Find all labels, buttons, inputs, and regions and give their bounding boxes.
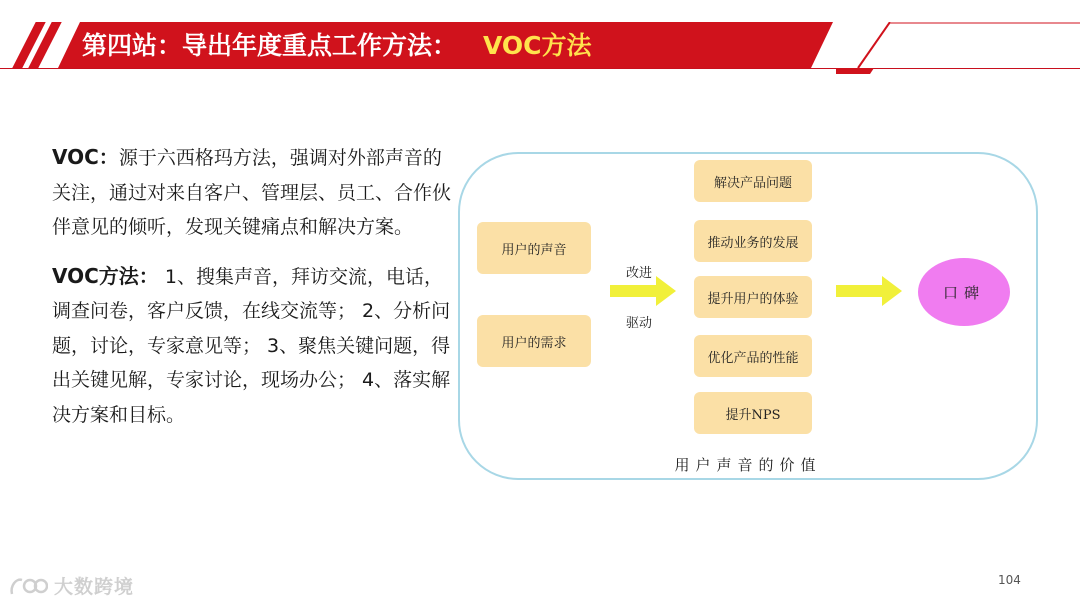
right-arrow-icon bbox=[610, 276, 676, 306]
input-box bbox=[477, 222, 591, 274]
watermark-logo-icon bbox=[8, 574, 48, 598]
voc-term: VOC： bbox=[52, 145, 119, 169]
diagram-caption: 用户声音的价值 bbox=[674, 456, 822, 474]
page-title-accent: VOC方法 bbox=[483, 31, 592, 60]
voc-description bbox=[52, 140, 452, 446]
word-of-mouth-circle bbox=[918, 258, 1010, 326]
value-box bbox=[694, 160, 812, 202]
voc-definition bbox=[52, 140, 452, 245]
value-box-label: 提升NPS bbox=[725, 407, 781, 423]
watermark-text: 大数跨境 bbox=[54, 576, 135, 598]
word-of-mouth-label: 口碑 bbox=[942, 283, 985, 302]
header-right-decoration bbox=[836, 22, 1080, 74]
value-box bbox=[694, 276, 812, 318]
page-title-main: 第四站：导出年度重点工作方法： bbox=[82, 31, 458, 60]
voc-method-text: 1、搜集声音，拜访交流，电话，调查问卷，客户反馈，在线交流等； 2、分析问题，讨论，专家意见等； 3、聚焦关键问题，得出关键见解，专家讨论，现场办公； 4、落实解决方案和目标。 bbox=[52, 265, 451, 426]
voc-definition-text: 源于六西格玛方法，强调对外部声音的关注，通过对来自客户、管理层、员工、合作伙伴意见的倾听，发现关键痛点和解决方案。 bbox=[52, 147, 452, 238]
input-box-label: 用户的声音 bbox=[501, 242, 567, 258]
page-title bbox=[82, 30, 592, 62]
page-number: 104 bbox=[998, 573, 1021, 587]
input-box bbox=[477, 315, 591, 367]
watermark bbox=[8, 572, 134, 599]
value-box-label: 推动业务的发展 bbox=[707, 235, 799, 251]
value-box-label: 解决产品问题 bbox=[713, 175, 792, 191]
voc-method-term: VOC方法： bbox=[52, 263, 159, 288]
voc-method bbox=[52, 259, 452, 433]
voc-value-diagram bbox=[458, 152, 1042, 484]
input-box-label: 用户的需求 bbox=[501, 335, 567, 351]
value-box bbox=[694, 335, 812, 377]
value-box bbox=[694, 392, 812, 434]
value-box-label: 优化产品的性能 bbox=[707, 350, 799, 366]
value-box-label: 提升用户的体验 bbox=[707, 291, 799, 307]
arrow-label-top: 改进 bbox=[626, 266, 653, 281]
value-box bbox=[694, 220, 812, 262]
right-arrow-icon bbox=[836, 276, 902, 306]
arrow-label-bottom: 驱动 bbox=[626, 316, 653, 331]
